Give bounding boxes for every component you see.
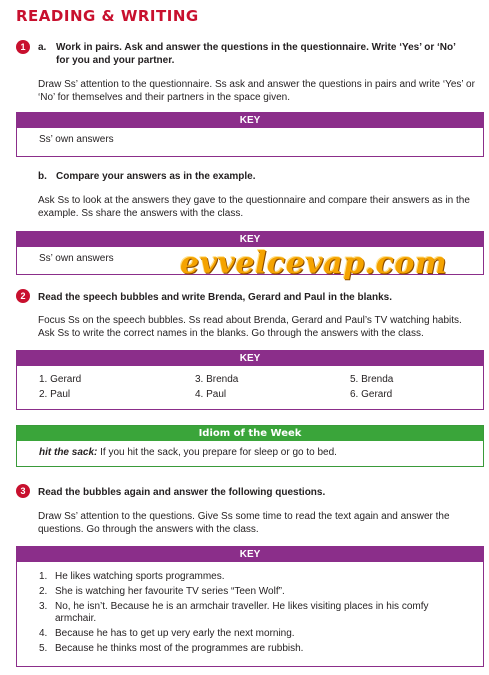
answer-4: 4. Paul bbox=[195, 389, 227, 400]
answer-1: 1. Gerard bbox=[39, 374, 82, 385]
answer-2: 2. Paul bbox=[39, 389, 71, 400]
key-box-4 bbox=[16, 546, 484, 667]
key-header: KEY bbox=[17, 547, 483, 562]
exercise-1a-instruction: Draw Ss’ attention to the questionnaire. Ss ask and answer the questions in pairs and write ‘Yes’ or ‘No’ for themselves and their partners in the space given. bbox=[38, 79, 475, 103]
idiom-term: hit the sack: bbox=[39, 447, 98, 458]
exercise-1b-label: b. bbox=[38, 171, 47, 182]
list-item: 1. He likes watching sports programmes. bbox=[39, 571, 225, 582]
exercise-2-instruction: Focus Ss on the speech bubbles. Ss read about Brenda, Gerard and Paul’s TV watching habits. Ask Ss to write the correct names in the blanks. Go through the answers with the class. bbox=[38, 315, 462, 339]
exercise-2-question: Read the speech bubbles and write Brenda, Gerard and Paul in the blanks. bbox=[38, 292, 392, 303]
exercise-3-instruction: Draw Ss’ attention to the questions. Give Ss some time to read the text again and answer the questions. Go through the answers with the class. bbox=[38, 511, 450, 535]
answer-5: 5. Brenda bbox=[350, 374, 394, 385]
key-text: Ss’ own answers bbox=[39, 134, 114, 145]
key-text: Ss’ own answers bbox=[39, 253, 114, 264]
exercise-1-number: 1 bbox=[16, 40, 30, 54]
answer-6: 6. Gerard bbox=[350, 389, 393, 400]
key-header: KEY bbox=[17, 113, 483, 128]
list-item: 4. Because he has to get up very early the next morning. bbox=[39, 628, 295, 639]
list-item: 5. Because he thinks most of the programmes are rubbish. bbox=[39, 643, 304, 654]
key-header: KEY bbox=[17, 351, 483, 366]
list-item: 3. No, he isn’t. Because he is an armchair traveller. He likes visiting places in his comfy armchair. bbox=[39, 601, 429, 624]
key-header: KEY bbox=[17, 232, 483, 247]
key-box-3 bbox=[16, 350, 484, 410]
exercise-1a-label: a. bbox=[38, 42, 47, 53]
list-item: 2. She is watching her favourite TV series “Teen Wolf”. bbox=[39, 586, 285, 597]
answer-3: 3. Brenda bbox=[195, 374, 239, 385]
idiom-box bbox=[16, 425, 484, 467]
answer-list bbox=[17, 562, 483, 655]
exercise-1b-question: Compare your answers as in the example. bbox=[56, 171, 256, 182]
exercise-3-number: 3 bbox=[16, 484, 30, 498]
exercise-2-number: 2 bbox=[16, 289, 30, 303]
exercise-1b-instruction: Ask Ss to look at the answers they gave to the questionnaire and compare their answers as in the example. Ss share the answers with the class. bbox=[38, 195, 470, 219]
idiom-header: Idiom of the Week bbox=[17, 426, 483, 441]
exercise-1a-question: Work in pairs. Ask and answer the questions in the questionnaire. Write ‘Yes’ or ‘No’ for you and your partner. bbox=[56, 42, 456, 66]
idiom-definition: If you hit the sack, you prepare for sleep or go to bed. bbox=[97, 447, 337, 458]
exercise-3-question: Read the bubbles again and answer the following questions. bbox=[38, 487, 326, 498]
idiom-text bbox=[17, 441, 483, 459]
key-box-1 bbox=[16, 112, 484, 157]
watermark-logo: evvelcevap.com bbox=[180, 246, 448, 281]
section-title: READING & WRITING bbox=[16, 7, 199, 25]
